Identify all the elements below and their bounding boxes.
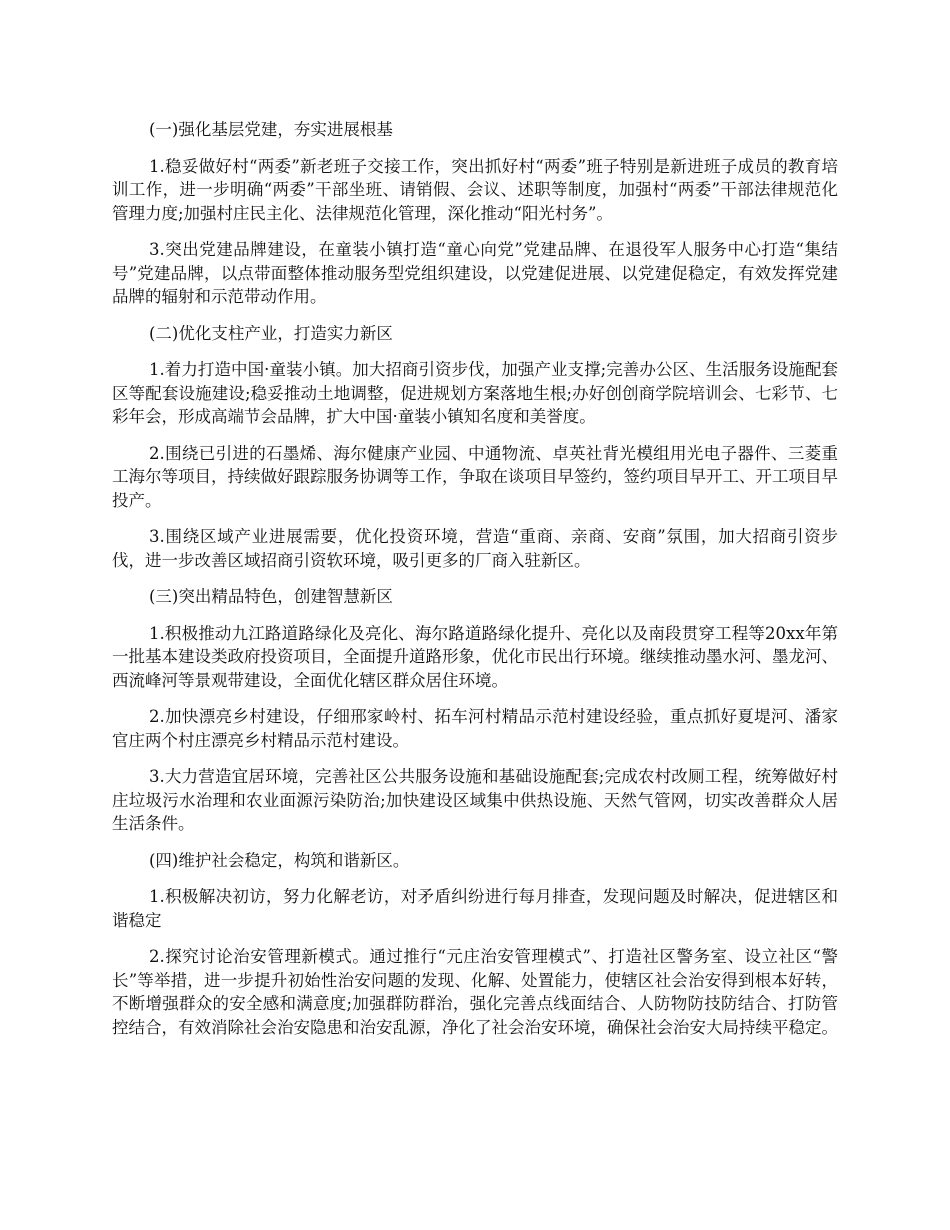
paragraph: 1.积极推动九江路道路绿化及亮化、海尔路道路绿化提升、亮化以及南段贯穿工程等20xx年第一批基本建设类政府投资项目，全面提升道路形象，优化市民出行环境。继续推动墨水河、墨龙河、西流峰河等景观带建设，全面优化辖区群众居住环境。 xyxy=(112,623,838,690)
paragraph: 2.探究讨论治安管理新模式。通过推行“元庄治安管理模式”、打造社区警务室、设立社区“警长”等举措，进一步提升初始性治安问题的发现、化解、处置能力，使辖区社会治安得到根本好转，不断增强群众的安全感和满意度;加强群防群治，强化完善点线面结合、人防物防技防结合、打防管控结合，有效消除社会治安隐患和治安乱源，净化了社会治安环境，确保社会治安大局持续平稳定。 xyxy=(112,947,838,1037)
paragraph: 3.突出党建品牌建设，在童装小镇打造“童心向党”党建品牌、在退役军人服务中心打造“集结号”党建品牌，以点带面整体推动服务型党组织建设，以党建促进展、以党建促稳定，有效发挥党建品牌的辐射和示范带动作用。 xyxy=(112,240,838,306)
paragraph: 3.围绕区域产业进展需要，优化投资环境，营造“重商、亲商、安商”氛围，加大招商引资步伐，进一步改善区域招商引资软环境，吸引更多的厂商入驻新区。 xyxy=(112,527,838,570)
paragraph: 2.围绕已引进的石墨烯、海尔健康产业园、中通物流、卓英社背光模组用光电子器件、三菱重工海尔等项目，持续做好跟踪服务协调等工作，争取在谈项目早签约，签约项目早开工、开工项目早投产。 xyxy=(112,443,838,510)
paragraph: 1.积极解决初访，努力化解老访，对矛盾纠纷进行每月排查，发现问题及时解决，促进辖区和谐稳定 xyxy=(112,887,838,930)
paragraph: 1.着力打造中国·童装小镇。加大招商引资步伐，加强产业支撑;完善办公区、生活服务设施配套区等配套设施建设;稳妥推动土地调整，促进规划方案落地生根;办好创创商学院培训会、七彩节、七彩年会，形成高端节会品牌，扩大中国·童装小镇知名度和美誉度。 xyxy=(112,360,838,426)
section-heading-1: (一)强化基层党建，夯实进展根基 xyxy=(149,120,393,139)
section-heading-3: (三)突出精品特色，创建智慧新区 xyxy=(149,587,393,606)
section-heading-4: (四)维护社会稳定，构筑和谐新区。 xyxy=(149,850,410,870)
document-page xyxy=(112,118,838,1052)
paragraph: 3.大力营造宜居环境，完善社区公共服务设施和基础设施配套;完成农村改厕工程，统筹做好村庄垃圾污水治理和农业面源污染防治;加快建设区域集中供热设施、天然气管网，切实改善群众人居生活条件。 xyxy=(112,767,838,833)
paragraph: 2.加快漂亮乡村建设，仔细邢家岭村、拓车河村精品示范村建设经验，重点抓好夏堤河、潘家官庄两个村庄漂亮乡村精品示范村建设。 xyxy=(112,707,838,750)
section-heading-2: (二)优化支柱产业，打造实力新区 xyxy=(149,323,393,343)
paragraph: 1.稳妥做好村“两委”新老班子交接工作，突出抓好村“两委”班子特别是新进班子成员的教育培训工作，进一步明确“两委”干部坐班、请销假、会议、述职等制度，加强村“两委”干部法律规范化管理力度;加强村庄民主化、法律规范化管理，深化推动“阳光村务”。 xyxy=(112,156,838,223)
